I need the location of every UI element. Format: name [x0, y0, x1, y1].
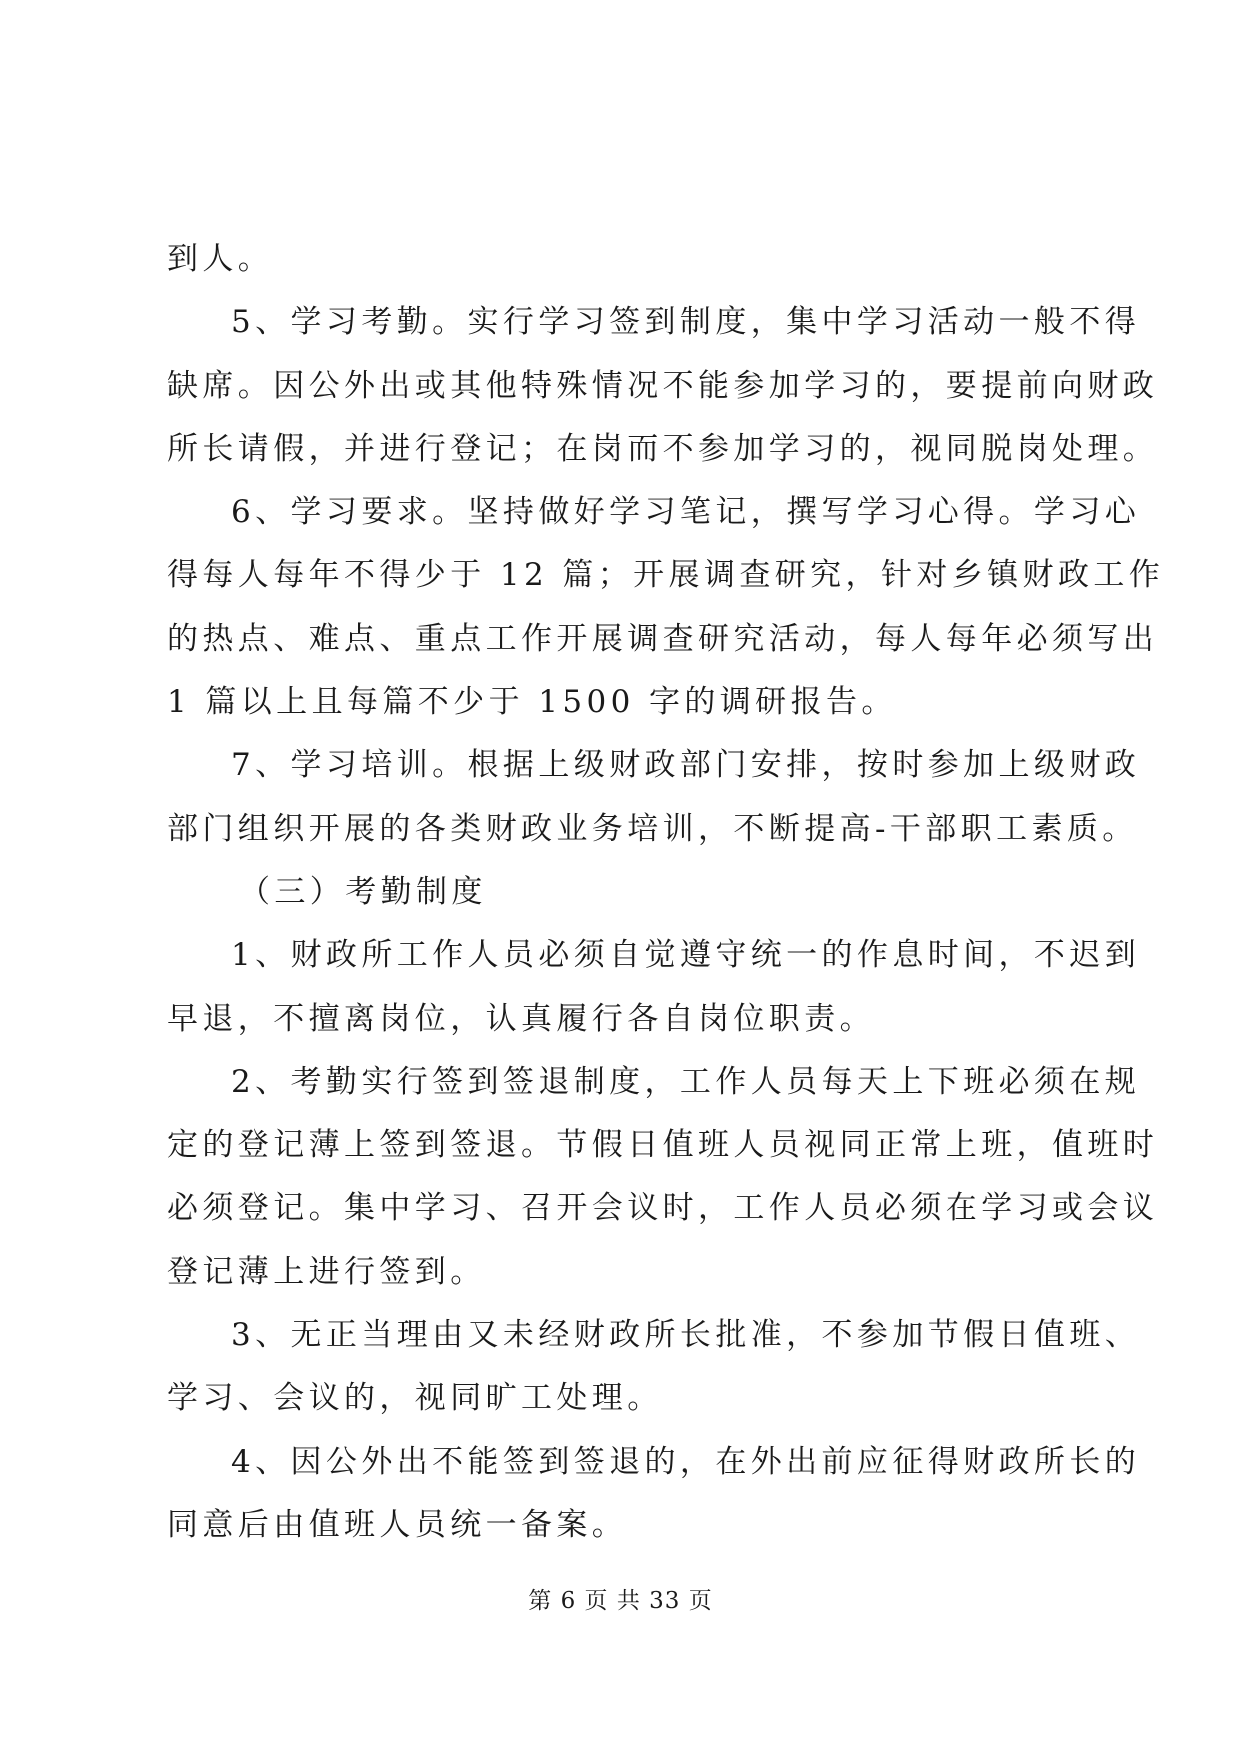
document-body	[167, 228, 1165, 1557]
paragraph-line: 1、财政所工作人员必须自觉遵守统一的作息时间，不迟到	[231, 937, 1141, 974]
paragraph-line: 学习、会议的，视同旷工处理。	[167, 1380, 663, 1417]
page-number-footer: 第 6 页 共 33 页	[528, 1588, 713, 1614]
paragraph-line: 所长请假，并进行登记；在岗而不参加学习的，视同脱岗处理。	[167, 430, 1159, 467]
paragraph-line: 定的登记薄上签到签退。节假日值班人员视同正常上班，值班时	[167, 1127, 1159, 1164]
paragraph-line: 登记薄上进行签到。	[167, 1253, 486, 1290]
paragraph-line: 缺席。因公外出或其他特殊情况不能参加学习的，要提前向财政	[167, 367, 1159, 404]
paragraph-line: 4、因公外出不能签到签退的，在外出前应征得财政所长的	[231, 1443, 1141, 1480]
paragraph-line: 得每人每年不得少于 12 篇；开展调查研究，针对乡镇财政工作	[167, 557, 1165, 594]
paragraph-line: 早退，不擅离岗位，认真履行各自岗位职责。	[167, 1000, 875, 1037]
paragraph-line: 2、考勤实行签到签退制度，工作人员每天上下班必须在规	[231, 1063, 1141, 1100]
paragraph-line: 到人。	[167, 241, 274, 277]
paragraph-line: 6、学习要求。坚持做好学习笔记，撰写学习心得。学习心	[231, 494, 1141, 531]
paragraph-line: 必须登记。集中学习、召开会议时，工作人员必须在学习或会议	[167, 1190, 1159, 1227]
paragraph-line: 同意后由值班人员统一备案。	[167, 1506, 628, 1543]
paragraph-line: 5、学习考勤。实行学习签到制度，集中学习活动一般不得	[231, 304, 1141, 341]
section-heading: （三）考勤制度	[239, 873, 487, 910]
paragraph-line: 的热点、难点、重点工作开展调查研究活动，每人每年必须写出	[167, 620, 1159, 657]
paragraph-line: 部门组织开展的各类财政业务培训，不断提高-干部职工素质。	[167, 810, 1138, 847]
paragraph-line: 1 篇以上且每篇不少于 1500 字的调研报告。	[167, 684, 897, 721]
paragraph-line: 7、学习培训。根据上级财政部门安排，按时参加上级财政	[231, 747, 1141, 784]
paragraph-line: 3、无正当理由又未经财政所长批准，不参加节假日值班、	[231, 1317, 1141, 1354]
